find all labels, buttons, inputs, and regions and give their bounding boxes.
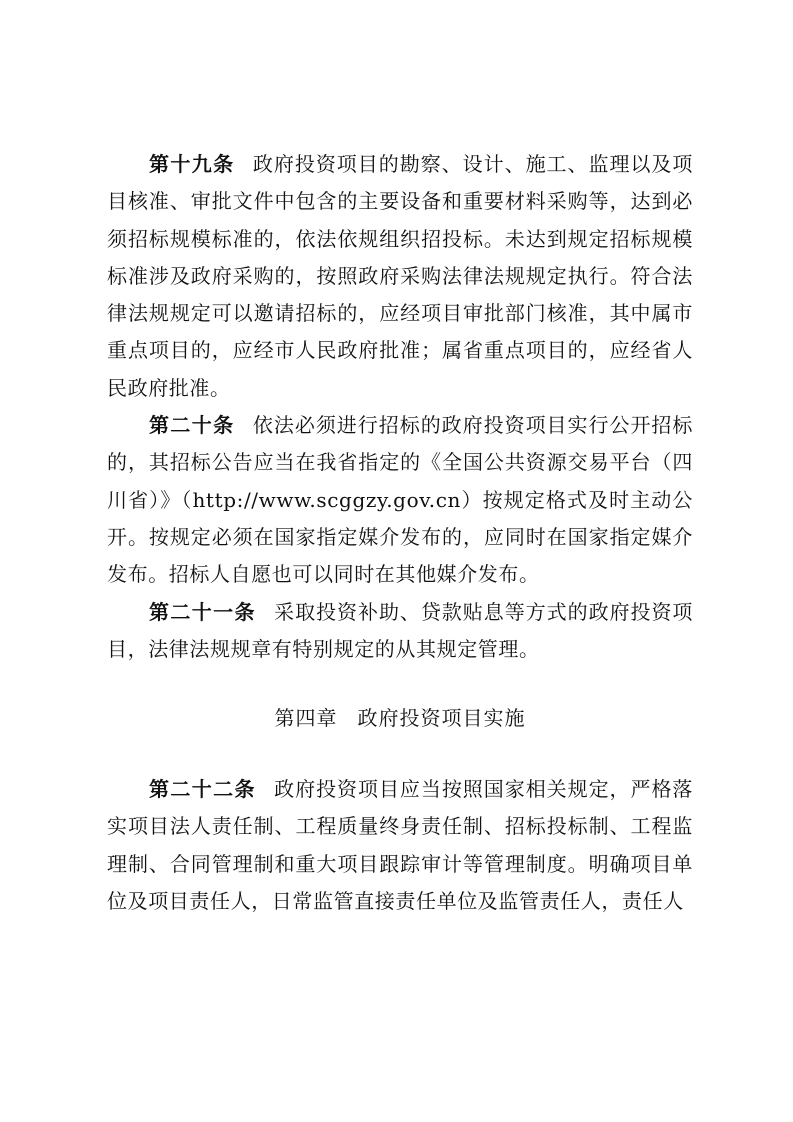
chapter-title: 政府投资项目实施 (357, 706, 526, 731)
article-text: 政府投资项目应当按照国家相关规定，严格落实项目法人责任制、工程质量终身责任制、招标投标制、工程监理制、合同管理制和重大项目跟踪审计等管理制度。明确项目单位及项目责任人，日常监管直接责任单位及监管责任人，责任人 (107, 777, 694, 914)
article-label: 第二十一条 (149, 599, 256, 624)
chapter-heading (107, 700, 693, 737)
article-22 (107, 771, 693, 920)
article-label: 第二十条 (149, 413, 235, 438)
page-content (107, 146, 693, 920)
article-text: 采取投资补助、贷款贴息等方式的政府投资项目，法律法规规章有特别规定的从其规定管理。 (107, 599, 694, 661)
article-20 (107, 407, 693, 593)
article-21 (107, 594, 693, 669)
article-label: 第二十二条 (149, 777, 256, 802)
article-label: 第十九条 (149, 152, 235, 176)
article-text: 政府投资项目的勘察、设计、施工、监理以及项目核准、审批文件中包含的主要设备和重要材料采购等，达到必须招标规模标准的，依法依规组织招投标。未达到规定招标规模标准涉及政府采购的，按照政府采购法律法规规定执行。符合法律法规规定可以邀请招标的，应经项目审批部门核准，其中属市重点项目的，应经市人民政府批准；属省重点项目的，应经省人民政府批准。 (107, 152, 694, 400)
article-19 (107, 146, 693, 407)
chapter-number: 第四章 (274, 706, 338, 731)
article-text: 依法必须进行招标的政府投资项目实行公开招标的，其招标公告应当在我省指定的《全国公共资源交易平台（四川省）》（http://www.scggzy.gov.cn）按规定格式及时主动公开。按规定必须在国家指定媒介发布的，应同时在国家指定媒介发布。招标人自愿也可以同时在其他媒介发布。 (107, 413, 694, 587)
